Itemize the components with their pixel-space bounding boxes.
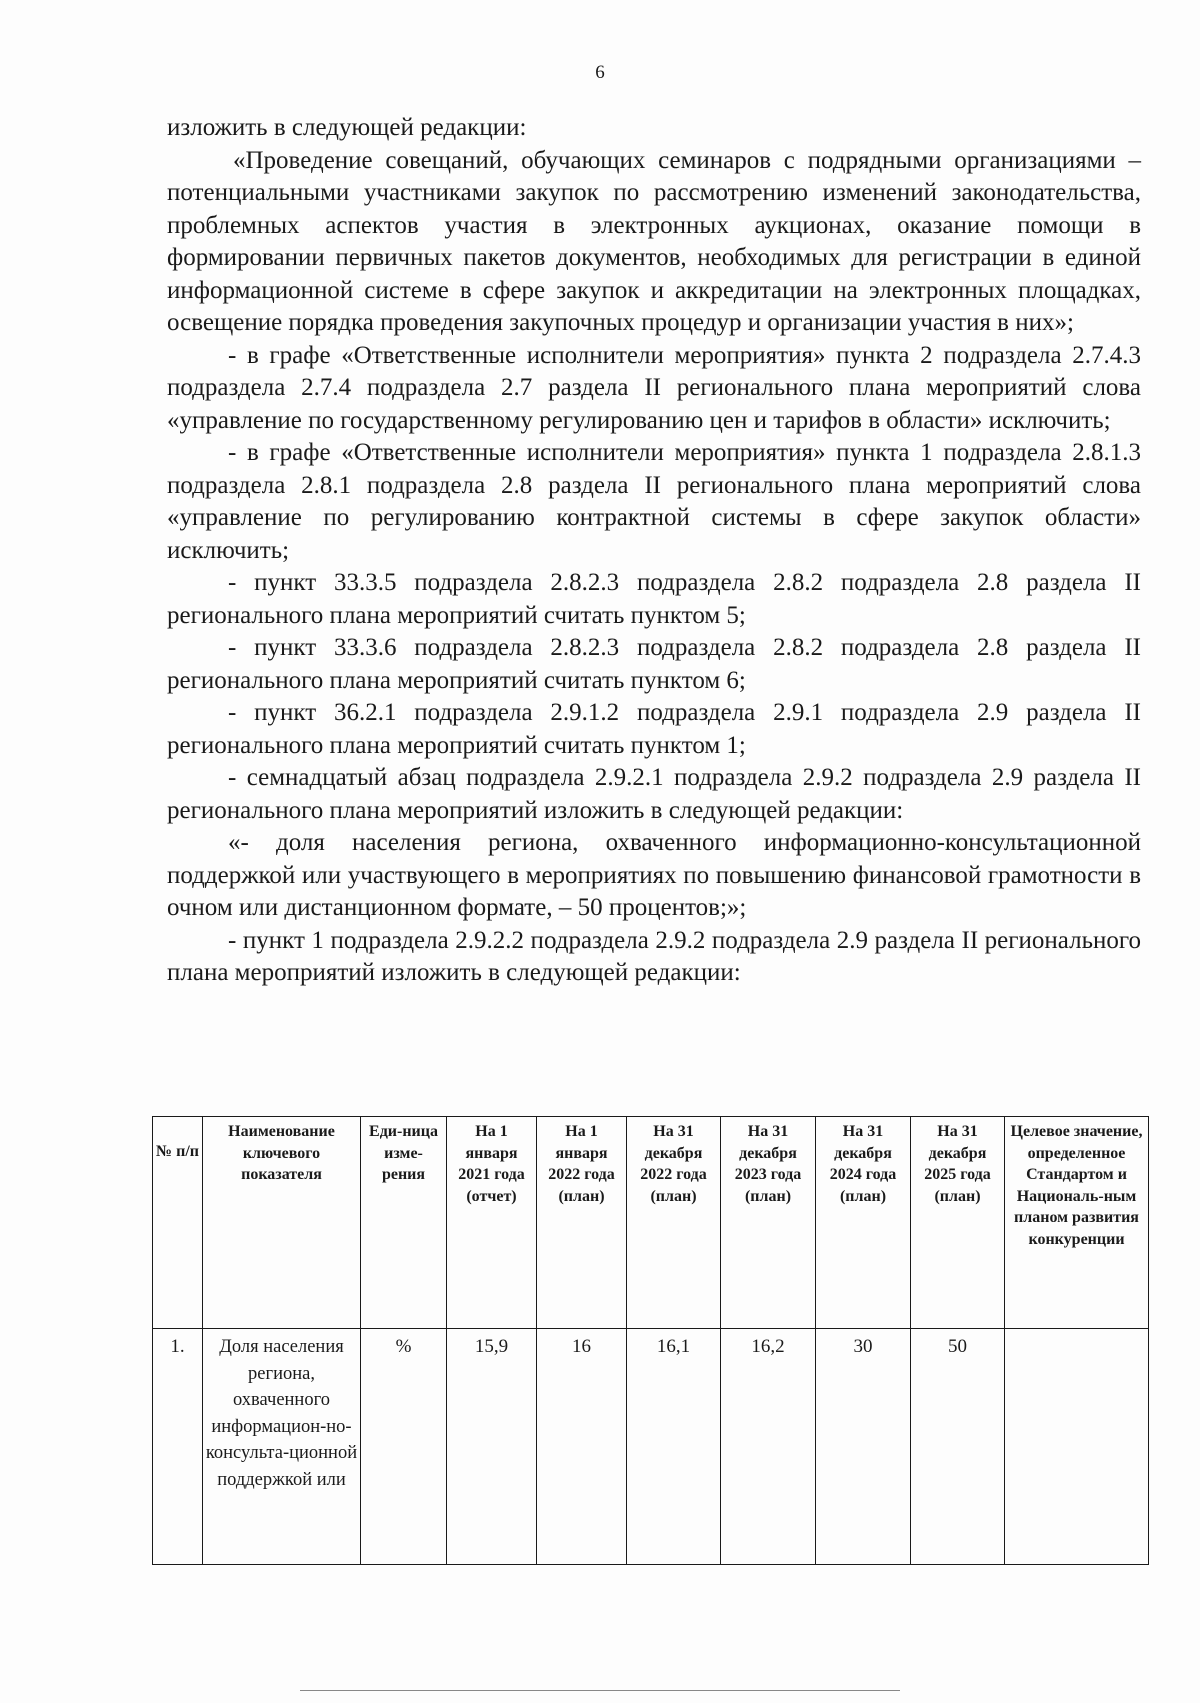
cell-name: Доля населения региона, охваченного информацион-но-консульта-ционной поддержкой или (203, 1329, 361, 1565)
cell-c3: 16,1 (627, 1329, 721, 1565)
cell-c6: 50 (911, 1329, 1005, 1565)
table-row (153, 1329, 1149, 1565)
paragraph: «Проведение совещаний, обучающих семинаров с подрядными организациями – потенциальными участниками закупок по рассмотрению изменений законодательства, проблемных аспектов участия в электронных аукционах, оказание помощи в формировании первичных пакетов документов, необходимых для регистрации в единой информационной системе в сфере закупок и аккредитации на электронных площадках, освещение порядка проведения закупочных процедур и организации участия в них»; (167, 146, 1141, 336)
paragraph: - пункт 33.3.5 подраздела 2.8.2.3 подраздела 2.8.2 подраздела 2.8 раздела II регионального плана мероприятий считать пунктом 5; (167, 569, 1141, 629)
header-num: № п/п (153, 1117, 203, 1329)
header-c1: На 1 января 2021 года (отчет) (447, 1117, 537, 1329)
header-c4: На 31 декабря 2023 года (план) (721, 1117, 816, 1329)
header-name: Наименование ключевого показателя (203, 1117, 361, 1329)
paragraph: - в графе «Ответственные исполнители мероприятия» пункта 2 подраздела 2.7.4.3 подраздела 2.7.4 подраздела 2.7 раздела II регионального плана мероприятий слова «управление по государственному регулированию цен и тарифов в области» исключить; (167, 341, 1141, 434)
cell-c1: 15,9 (447, 1329, 537, 1565)
header-target: Целевое значение, определенное Стандартом и Националь-ным планом развития конкуренции (1005, 1117, 1149, 1329)
indicator-table (152, 1116, 1149, 1565)
paragraph: - пункт 33.3.6 подраздела 2.8.2.3 подраздела 2.8.2 подраздела 2.8 раздела II регионального плана мероприятий считать пунктом 6; (167, 634, 1141, 694)
paragraph: изложить в следующей редакции: (167, 114, 527, 141)
cell-c5: 30 (816, 1329, 911, 1565)
cell-c4: 16,2 (721, 1329, 816, 1565)
paragraph: - пункт 36.2.1 подраздела 2.9.1.2 подраздела 2.9.1 подраздела 2.9 раздела II регионального плана мероприятий считать пунктом 1; (167, 699, 1141, 759)
scan-edge-line (300, 1690, 900, 1691)
cell-unit: % (361, 1329, 447, 1565)
header-unit: Еди-ница изме-рения (361, 1117, 447, 1329)
paragraph: - в графе «Ответственные исполнители мероприятия» пункта 1 подраздела 2.8.1.3 подраздела 2.8.1 подраздела 2.8 раздела II регионального плана мероприятий слова «управление по регулированию контрактной системы в сфере закупок области» исключить; (167, 439, 1141, 564)
document-body (167, 112, 1141, 990)
paragraph: - семнадцатый абзац подраздела 2.9.2.1 подраздела 2.9.2 подраздела 2.9 раздела II регионального плана мероприятий изложить в следующей редакции: (167, 764, 1141, 824)
header-c5: На 31 декабря 2024 года (план) (816, 1117, 911, 1329)
header-c3: На 31 декабря 2022 года (план) (627, 1117, 721, 1329)
indicator-table-wrapper (152, 1116, 1149, 1565)
cell-c2: 16 (537, 1329, 627, 1565)
header-c2: На 1 января 2022 года (план) (537, 1117, 627, 1329)
paragraph: «- доля населения региона, охваченного информационно-консультационной поддержкой или участвующего в мероприятиях по повышению финансовой грамотности в очном или дистанционном формате, – 50 процентов;»; (167, 829, 1141, 921)
page-number: 6 (595, 62, 605, 83)
cell-target (1005, 1329, 1149, 1565)
table-header-row (153, 1117, 1149, 1329)
paragraph: - пункт 1 подраздела 2.9.2.2 подраздела 2.9.2 подраздела 2.9 раздела II регионального плана мероприятий изложить в следующей редакции: (167, 926, 1141, 986)
header-c6: На 31 декабря 2025 года (план) (911, 1117, 1005, 1329)
cell-num: 1. (153, 1329, 203, 1565)
